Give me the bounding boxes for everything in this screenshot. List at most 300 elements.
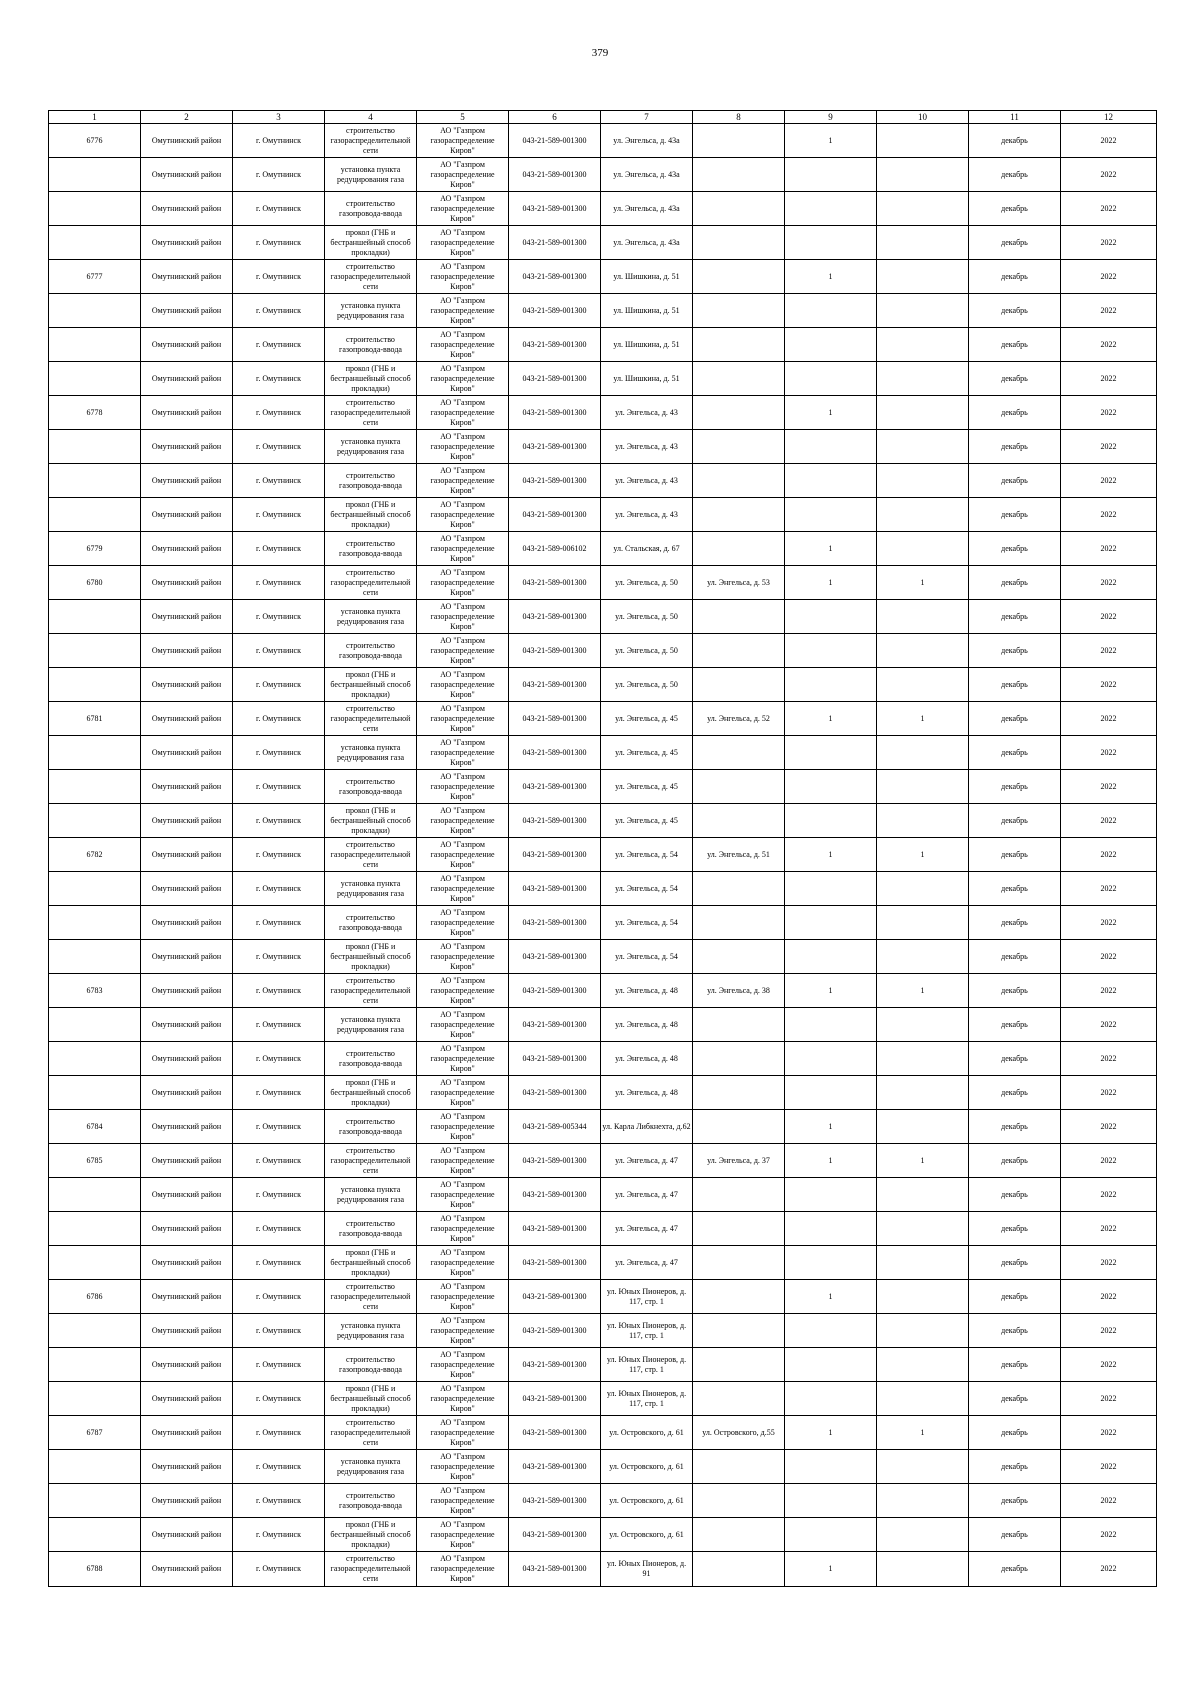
- table-cell-col-12: 2022: [1061, 328, 1157, 362]
- table-cell-col-10: [877, 1484, 969, 1518]
- table-cell-col-9: [785, 430, 877, 464]
- table-cell-col-6: 043-21-589-001300: [509, 1246, 601, 1280]
- table-cell-col-5: АО "Газпром газораспределение Киров": [417, 1144, 509, 1178]
- table-cell-col-6: 043-21-589-001300: [509, 1382, 601, 1416]
- table-cell-col-1: 6787: [49, 1416, 141, 1450]
- table-cell-col-10: [877, 192, 969, 226]
- table-cell-col-10: [877, 124, 969, 158]
- table-cell-col-11: декабрь: [969, 1144, 1061, 1178]
- table-cell-col-8: [693, 668, 785, 702]
- table-cell-col-4: строительство газораспределительной сети: [325, 974, 417, 1008]
- table-cell-col-4: строительство газопровода-ввода: [325, 1042, 417, 1076]
- table-cell-col-9: [785, 804, 877, 838]
- table-cell-col-11: декабрь: [969, 1076, 1061, 1110]
- column-header-10: 10: [877, 111, 969, 124]
- table-cell-col-2: Омутнинский район: [141, 1450, 233, 1484]
- table-cell-col-7: ул. Энгельса, д. 54: [601, 940, 693, 974]
- table-cell-col-7: ул. Энгельса, д. 43а: [601, 124, 693, 158]
- table-cell-col-1: [49, 804, 141, 838]
- table-cell-col-10: [877, 906, 969, 940]
- table-header-row: [49, 111, 1157, 124]
- table-cell-col-6: 043-21-589-001300: [509, 124, 601, 158]
- table-cell-col-6: 043-21-589-001300: [509, 498, 601, 532]
- table-cell-col-6: 043-21-589-001300: [509, 226, 601, 260]
- table-cell-col-8: ул. Энгельса, д. 52: [693, 702, 785, 736]
- table-cell-col-3: г. Омутнинск: [233, 974, 325, 1008]
- table-cell-col-9: [785, 294, 877, 328]
- table-row: [49, 396, 1157, 430]
- table-cell-col-10: 1: [877, 702, 969, 736]
- table-row: [49, 1280, 1157, 1314]
- table-cell-col-3: г. Омутнинск: [233, 1178, 325, 1212]
- table-cell-col-3: г. Омутнинск: [233, 498, 325, 532]
- table-cell-col-4: установка пункта редуцирования газа: [325, 600, 417, 634]
- table-cell-col-4: установка пункта редуцирования газа: [325, 430, 417, 464]
- table-cell-col-9: [785, 362, 877, 396]
- table-row: [49, 498, 1157, 532]
- page-number: 379: [591, 47, 609, 59]
- table-cell-col-7: ул. Энгельса, д. 50: [601, 668, 693, 702]
- table-cell-col-2: Омутнинский район: [141, 430, 233, 464]
- table-cell-col-8: [693, 124, 785, 158]
- table-cell-col-3: г. Омутнинск: [233, 1450, 325, 1484]
- table-cell-col-1: 6776: [49, 124, 141, 158]
- table-row: [49, 634, 1157, 668]
- table-row: [49, 1042, 1157, 1076]
- table-cell-col-4: строительство газопровода-ввода: [325, 1484, 417, 1518]
- table-cell-col-8: [693, 1484, 785, 1518]
- table-cell-col-5: АО "Газпром газораспределение Киров": [417, 1042, 509, 1076]
- table-cell-col-4: строительство газораспределительной сети: [325, 702, 417, 736]
- table-cell-col-5: АО "Газпром газораспределение Киров": [417, 668, 509, 702]
- table-cell-col-4: строительство газораспределительной сети: [325, 1416, 417, 1450]
- table-cell-col-9: [785, 1212, 877, 1246]
- column-header-6: 6: [509, 111, 601, 124]
- table-cell-col-3: г. Омутнинск: [233, 294, 325, 328]
- table-cell-col-11: декабрь: [969, 600, 1061, 634]
- table-cell-col-5: АО "Газпром газораспределение Киров": [417, 1110, 509, 1144]
- table-cell-col-11: декабрь: [969, 668, 1061, 702]
- column-header-2: 2: [141, 111, 233, 124]
- table-cell-col-11: декабрь: [969, 1450, 1061, 1484]
- table-cell-col-5: АО "Газпром газораспределение Киров": [417, 702, 509, 736]
- table-cell-col-8: [693, 1008, 785, 1042]
- table-cell-col-3: г. Омутнинск: [233, 566, 325, 600]
- table-cell-col-11: декабрь: [969, 1382, 1061, 1416]
- table-cell-col-3: г. Омутнинск: [233, 600, 325, 634]
- table-cell-col-9: [785, 1076, 877, 1110]
- table-cell-col-3: г. Омутнинск: [233, 1280, 325, 1314]
- table-cell-col-7: ул. Энгельса, д. 48: [601, 1008, 693, 1042]
- table-row: [49, 1144, 1157, 1178]
- table-cell-col-11: декабрь: [969, 294, 1061, 328]
- table-cell-col-9: 1: [785, 124, 877, 158]
- table-row: [49, 1518, 1157, 1552]
- table-cell-col-10: [877, 872, 969, 906]
- table-cell-col-8: [693, 1076, 785, 1110]
- table-cell-col-7: ул. Островского, д. 61: [601, 1450, 693, 1484]
- table-cell-col-7: ул. Энгельса, д. 43: [601, 464, 693, 498]
- table-cell-col-9: 1: [785, 1144, 877, 1178]
- table-cell-col-12: 2022: [1061, 464, 1157, 498]
- table-cell-col-11: декабрь: [969, 464, 1061, 498]
- column-header-8: 8: [693, 111, 785, 124]
- table-cell-col-11: декабрь: [969, 1042, 1061, 1076]
- table-cell-col-6: 043-21-589-001300: [509, 838, 601, 872]
- column-header-3: 3: [233, 111, 325, 124]
- table-cell-col-8: [693, 1552, 785, 1587]
- table-cell-col-12: 2022: [1061, 804, 1157, 838]
- table-cell-col-2: Омутнинский район: [141, 294, 233, 328]
- table-cell-col-12: 2022: [1061, 668, 1157, 702]
- table-cell-col-3: г. Омутнинск: [233, 124, 325, 158]
- table-cell-col-7: ул. Юных Пионеров, д. 117, стр. 1: [601, 1382, 693, 1416]
- table-cell-col-2: Омутнинский район: [141, 1484, 233, 1518]
- table-row: [49, 464, 1157, 498]
- table-cell-col-2: Омутнинский район: [141, 158, 233, 192]
- table-cell-col-3: г. Омутнинск: [233, 1008, 325, 1042]
- table-cell-col-8: [693, 600, 785, 634]
- table-cell-col-12: 2022: [1061, 158, 1157, 192]
- table-row: [49, 362, 1157, 396]
- table-cell-col-7: ул. Энгельса, д. 43а: [601, 192, 693, 226]
- table-cell-col-10: [877, 634, 969, 668]
- table-cell-col-10: [877, 1076, 969, 1110]
- table-cell-col-7: ул. Энгельса, д. 43: [601, 396, 693, 430]
- table-cell-col-2: Омутнинский район: [141, 260, 233, 294]
- table-cell-col-9: 1: [785, 1552, 877, 1587]
- table-cell-col-7: ул. Энгельса, д. 45: [601, 804, 693, 838]
- table-cell-col-11: декабрь: [969, 498, 1061, 532]
- table-cell-col-11: декабрь: [969, 1246, 1061, 1280]
- table-cell-col-11: декабрь: [969, 1178, 1061, 1212]
- table-cell-col-5: АО "Газпром газораспределение Киров": [417, 294, 509, 328]
- table-cell-col-5: АО "Газпром газораспределение Киров": [417, 1484, 509, 1518]
- table-cell-col-2: Омутнинский район: [141, 1552, 233, 1587]
- table-cell-col-2: Омутнинский район: [141, 906, 233, 940]
- table-cell-col-11: декабрь: [969, 1348, 1061, 1382]
- table-cell-col-11: декабрь: [969, 974, 1061, 1008]
- table-cell-col-4: прокол (ГНБ и бестраншейный способ прокладки): [325, 1246, 417, 1280]
- table-cell-col-9: [785, 1348, 877, 1382]
- table-cell-col-3: г. Омутнинск: [233, 668, 325, 702]
- table-cell-col-2: Омутнинский район: [141, 804, 233, 838]
- table-cell-col-10: [877, 1008, 969, 1042]
- table-cell-col-12: 2022: [1061, 838, 1157, 872]
- table-cell-col-11: декабрь: [969, 532, 1061, 566]
- table-cell-col-11: декабрь: [969, 260, 1061, 294]
- table-cell-col-8: [693, 1246, 785, 1280]
- table-cell-col-1: [49, 1076, 141, 1110]
- table-cell-col-8: [693, 226, 785, 260]
- table-cell-col-12: 2022: [1061, 1008, 1157, 1042]
- table-cell-col-6: 043-21-589-001300: [509, 1076, 601, 1110]
- table-cell-col-12: 2022: [1061, 1416, 1157, 1450]
- table-cell-col-10: [877, 1552, 969, 1587]
- table-cell-col-5: АО "Газпром газораспределение Киров": [417, 1076, 509, 1110]
- table-cell-col-6: 043-21-589-001300: [509, 1144, 601, 1178]
- table-cell-col-8: [693, 1178, 785, 1212]
- table-row: [49, 906, 1157, 940]
- table-cell-col-9: 1: [785, 838, 877, 872]
- table-cell-col-8: [693, 940, 785, 974]
- table-cell-col-4: прокол (ГНБ и бестраншейный способ прокладки): [325, 804, 417, 838]
- table-cell-col-8: ул. Островского, д.55: [693, 1416, 785, 1450]
- table-cell-col-6: 043-21-589-001300: [509, 1178, 601, 1212]
- table-cell-col-12: 2022: [1061, 1178, 1157, 1212]
- table-cell-col-4: строительство газопровода-ввода: [325, 192, 417, 226]
- table-cell-col-8: [693, 1314, 785, 1348]
- table-cell-col-2: Омутнинский район: [141, 872, 233, 906]
- table-cell-col-4: строительство газораспределительной сети: [325, 124, 417, 158]
- table-cell-col-12: 2022: [1061, 1110, 1157, 1144]
- table-cell-col-11: декабрь: [969, 430, 1061, 464]
- data-table: [48, 110, 1157, 1587]
- table-cell-col-11: декабрь: [969, 770, 1061, 804]
- table-cell-col-10: 1: [877, 566, 969, 600]
- table-cell-col-9: [785, 1518, 877, 1552]
- table-body: [49, 124, 1157, 1587]
- table-cell-col-1: [49, 906, 141, 940]
- table-cell-col-10: [877, 1280, 969, 1314]
- table-cell-col-2: Омутнинский район: [141, 600, 233, 634]
- table-cell-col-10: [877, 1212, 969, 1246]
- table-cell-col-8: [693, 1280, 785, 1314]
- table-cell-col-10: 1: [877, 838, 969, 872]
- table-cell-col-3: г. Омутнинск: [233, 634, 325, 668]
- table-cell-col-9: 1: [785, 1416, 877, 1450]
- table-cell-col-10: [877, 464, 969, 498]
- table-cell-col-8: ул. Энгельса, д. 53: [693, 566, 785, 600]
- table-cell-col-4: установка пункта редуцирования газа: [325, 1008, 417, 1042]
- table-cell-col-5: АО "Газпром газораспределение Киров": [417, 634, 509, 668]
- table-cell-col-7: ул. Стальская, д. 67: [601, 532, 693, 566]
- table-cell-col-10: 1: [877, 1144, 969, 1178]
- table-cell-col-3: г. Омутнинск: [233, 260, 325, 294]
- table-cell-col-4: строительство газопровода-ввода: [325, 906, 417, 940]
- table-cell-col-9: 1: [785, 974, 877, 1008]
- table-cell-col-9: [785, 1314, 877, 1348]
- table-cell-col-6: 043-21-589-001300: [509, 1450, 601, 1484]
- table-cell-col-4: строительство газопровода-ввода: [325, 1212, 417, 1246]
- table-cell-col-2: Омутнинский район: [141, 498, 233, 532]
- table-cell-col-7: ул. Энгельса, д. 43: [601, 498, 693, 532]
- table-row: [49, 532, 1157, 566]
- table-cell-col-10: [877, 498, 969, 532]
- table-cell-col-9: [785, 770, 877, 804]
- table-cell-col-4: установка пункта редуцирования газа: [325, 736, 417, 770]
- table-cell-col-11: декабрь: [969, 872, 1061, 906]
- table-cell-col-7: ул. Энгельса, д. 50: [601, 566, 693, 600]
- table-cell-col-7: ул. Шишкина, д. 51: [601, 294, 693, 328]
- table-cell-col-10: [877, 158, 969, 192]
- table-cell-col-6: 043-21-589-001300: [509, 634, 601, 668]
- table-cell-col-1: [49, 1484, 141, 1518]
- table-cell-col-10: [877, 940, 969, 974]
- table-cell-col-10: [877, 260, 969, 294]
- table-cell-col-6: 043-21-589-001300: [509, 260, 601, 294]
- table-cell-col-12: 2022: [1061, 1144, 1157, 1178]
- table-cell-col-2: Омутнинский район: [141, 838, 233, 872]
- table-cell-col-4: установка пункта редуцирования газа: [325, 1450, 417, 1484]
- table-row: [49, 124, 1157, 158]
- table-cell-col-12: 2022: [1061, 362, 1157, 396]
- table-cell-col-5: АО "Газпром газораспределение Киров": [417, 804, 509, 838]
- table-cell-col-1: 6783: [49, 974, 141, 1008]
- table-row: [49, 1552, 1157, 1587]
- table-cell-col-6: 043-21-589-001300: [509, 940, 601, 974]
- table-cell-col-3: г. Омутнинск: [233, 872, 325, 906]
- table-cell-col-5: АО "Газпром газораспределение Киров": [417, 1450, 509, 1484]
- table-cell-col-6: 043-21-589-001300: [509, 1416, 601, 1450]
- table-cell-col-5: АО "Газпром газораспределение Киров": [417, 1212, 509, 1246]
- table-cell-col-12: 2022: [1061, 736, 1157, 770]
- table-cell-col-3: г. Омутнинск: [233, 1246, 325, 1280]
- table-cell-col-1: [49, 1212, 141, 1246]
- table-cell-col-8: [693, 362, 785, 396]
- table-cell-col-12: 2022: [1061, 974, 1157, 1008]
- table-cell-col-10: [877, 1450, 969, 1484]
- table-cell-col-12: 2022: [1061, 498, 1157, 532]
- table-cell-col-9: [785, 668, 877, 702]
- table-cell-col-5: АО "Газпром газораспределение Киров": [417, 940, 509, 974]
- table-cell-col-10: [877, 668, 969, 702]
- table-cell-col-1: 6781: [49, 702, 141, 736]
- table-cell-col-6: 043-21-589-001300: [509, 362, 601, 396]
- table-cell-col-9: [785, 328, 877, 362]
- table-cell-col-2: Омутнинский район: [141, 1382, 233, 1416]
- table-cell-col-1: 6778: [49, 396, 141, 430]
- table-cell-col-10: [877, 328, 969, 362]
- table-cell-col-12: 2022: [1061, 1382, 1157, 1416]
- table-cell-col-3: г. Омутнинск: [233, 1212, 325, 1246]
- table-cell-col-9: [785, 1484, 877, 1518]
- table-cell-col-6: 043-21-589-001300: [509, 566, 601, 600]
- table-cell-col-5: АО "Газпром газораспределение Киров": [417, 158, 509, 192]
- table-row: [49, 1178, 1157, 1212]
- table-cell-col-5: АО "Газпром газораспределение Киров": [417, 532, 509, 566]
- table-cell-col-1: [49, 464, 141, 498]
- table-cell-col-7: ул. Энгельса, д. 48: [601, 1076, 693, 1110]
- table-cell-col-5: АО "Газпром газораспределение Киров": [417, 736, 509, 770]
- table-cell-col-1: 6785: [49, 1144, 141, 1178]
- table-cell-col-12: 2022: [1061, 600, 1157, 634]
- table-cell-col-6: 043-21-589-001300: [509, 1484, 601, 1518]
- table-cell-col-12: 2022: [1061, 226, 1157, 260]
- table-cell-col-11: декабрь: [969, 1416, 1061, 1450]
- table-cell-col-7: ул. Энгельса, д. 54: [601, 872, 693, 906]
- table-cell-col-2: Омутнинский район: [141, 1280, 233, 1314]
- table-cell-col-8: [693, 804, 785, 838]
- table-cell-col-6: 043-21-589-005344: [509, 1110, 601, 1144]
- table-cell-col-5: АО "Газпром газораспределение Киров": [417, 906, 509, 940]
- table-cell-col-1: [49, 1178, 141, 1212]
- table-cell-col-2: Омутнинский район: [141, 1110, 233, 1144]
- table-cell-col-9: 1: [785, 566, 877, 600]
- table-cell-col-4: прокол (ГНБ и бестраншейный способ прокладки): [325, 1382, 417, 1416]
- table-cell-col-3: г. Омутнинск: [233, 1314, 325, 1348]
- table-cell-col-11: декабрь: [969, 1280, 1061, 1314]
- table-cell-col-7: ул. Юных Пионеров, д. 117, стр. 1: [601, 1280, 693, 1314]
- table-cell-col-1: [49, 770, 141, 804]
- table-cell-col-2: Омутнинский район: [141, 634, 233, 668]
- table-cell-col-7: ул. Энгельса, д. 45: [601, 736, 693, 770]
- table-cell-col-8: [693, 192, 785, 226]
- table-cell-col-4: строительство газораспределительной сети: [325, 396, 417, 430]
- table-cell-col-5: АО "Газпром газораспределение Киров": [417, 260, 509, 294]
- table-cell-col-12: 2022: [1061, 906, 1157, 940]
- table-cell-col-2: Омутнинский район: [141, 974, 233, 1008]
- table-cell-col-6: 043-21-589-001300: [509, 1280, 601, 1314]
- table-cell-col-8: ул. Энгельса, д. 37: [693, 1144, 785, 1178]
- table-cell-col-5: АО "Газпром газораспределение Киров": [417, 498, 509, 532]
- table-cell-col-1: [49, 872, 141, 906]
- table-cell-col-7: ул. Островского, д. 61: [601, 1518, 693, 1552]
- table-cell-col-3: г. Омутнинск: [233, 1076, 325, 1110]
- table-cell-col-9: 1: [785, 1280, 877, 1314]
- table-cell-col-5: АО "Газпром газораспределение Киров": [417, 192, 509, 226]
- table-cell-col-4: прокол (ГНБ и бестраншейный способ прокладки): [325, 668, 417, 702]
- table-row: [49, 260, 1157, 294]
- table-cell-col-8: ул. Энгельса, д. 38: [693, 974, 785, 1008]
- table-cell-col-5: АО "Газпром газораспределение Киров": [417, 124, 509, 158]
- table-cell-col-1: [49, 1314, 141, 1348]
- table-cell-col-3: г. Омутнинск: [233, 532, 325, 566]
- table-cell-col-9: [785, 906, 877, 940]
- table-cell-col-11: декабрь: [969, 1212, 1061, 1246]
- table-cell-col-5: АО "Газпром газораспределение Киров": [417, 1178, 509, 1212]
- table-cell-col-12: 2022: [1061, 192, 1157, 226]
- table-cell-col-12: 2022: [1061, 1076, 1157, 1110]
- table-cell-col-11: декабрь: [969, 1518, 1061, 1552]
- table-cell-col-7: ул. Энгельса, д. 45: [601, 702, 693, 736]
- table-cell-col-1: [49, 1450, 141, 1484]
- table-cell-col-6: 043-21-589-001300: [509, 1518, 601, 1552]
- table-cell-col-2: Омутнинский район: [141, 1042, 233, 1076]
- table-cell-col-6: 043-21-589-001300: [509, 736, 601, 770]
- table-cell-col-8: [693, 260, 785, 294]
- table-row: [49, 566, 1157, 600]
- table-cell-col-12: 2022: [1061, 770, 1157, 804]
- table-cell-col-8: [693, 1212, 785, 1246]
- table-cell-col-1: [49, 940, 141, 974]
- table-cell-col-1: [49, 328, 141, 362]
- table-row: [49, 1450, 1157, 1484]
- table-cell-col-11: декабрь: [969, 158, 1061, 192]
- table-cell-col-11: декабрь: [969, 838, 1061, 872]
- table-cell-col-11: декабрь: [969, 192, 1061, 226]
- table-cell-col-9: [785, 1178, 877, 1212]
- table-cell-col-1: [49, 294, 141, 328]
- table-cell-col-5: АО "Газпром газораспределение Киров": [417, 1348, 509, 1382]
- table-cell-col-4: строительство газораспределительной сети: [325, 566, 417, 600]
- table-cell-col-7: ул. Островского, д. 61: [601, 1484, 693, 1518]
- table-cell-col-8: [693, 1382, 785, 1416]
- table-cell-col-6: 043-21-589-001300: [509, 192, 601, 226]
- table-cell-col-6: 043-21-589-001300: [509, 668, 601, 702]
- table-row: [49, 940, 1157, 974]
- table-cell-col-6: 043-21-589-001300: [509, 328, 601, 362]
- table-cell-col-12: 2022: [1061, 1450, 1157, 1484]
- table-row: [49, 1416, 1157, 1450]
- table-cell-col-1: [49, 1382, 141, 1416]
- table-cell-col-12: 2022: [1061, 1552, 1157, 1587]
- column-header-7: 7: [601, 111, 693, 124]
- table-cell-col-10: [877, 294, 969, 328]
- table-cell-col-3: г. Омутнинск: [233, 1144, 325, 1178]
- table-cell-col-3: г. Омутнинск: [233, 736, 325, 770]
- table-cell-col-3: г. Омутнинск: [233, 430, 325, 464]
